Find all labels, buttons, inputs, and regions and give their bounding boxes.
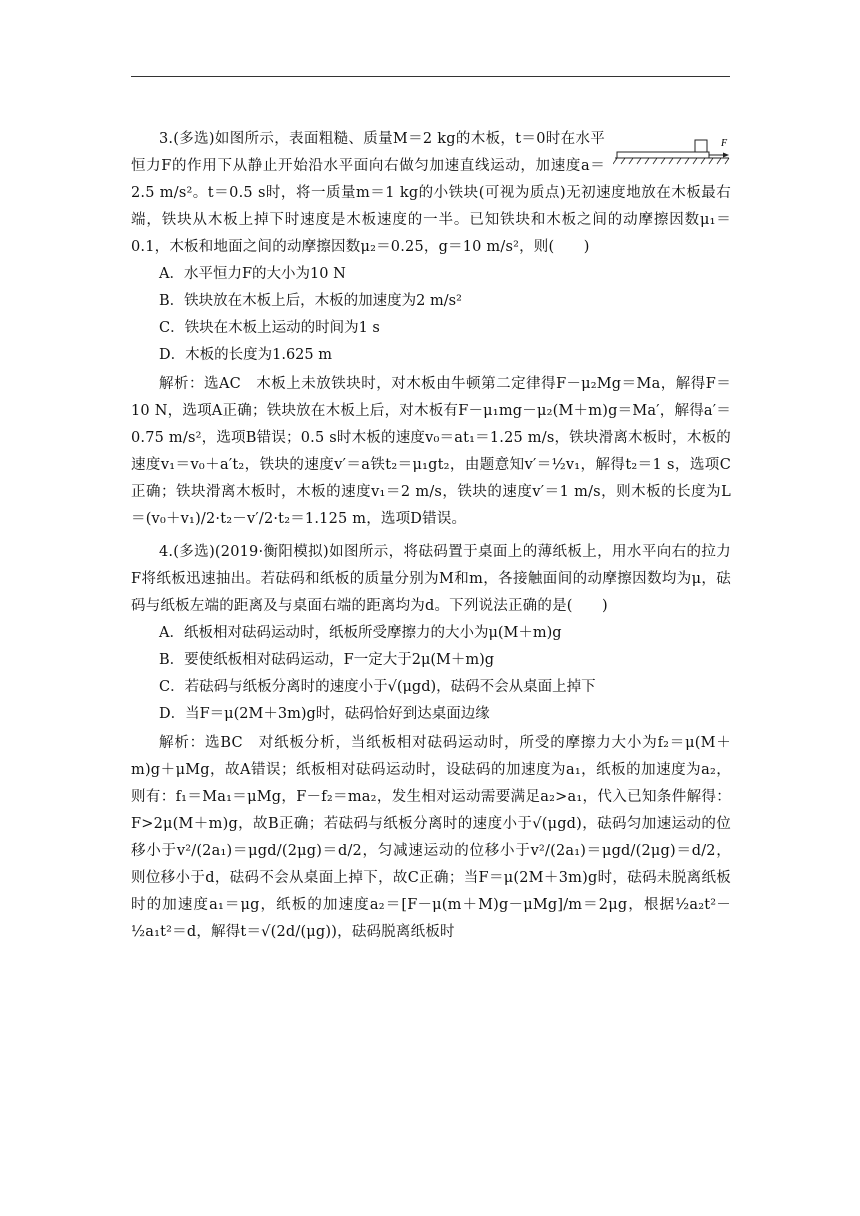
- question-4: [131, 539, 731, 946]
- force-label: F: [721, 138, 728, 149]
- q3-option-a: A．水平恒力F的大小为10 N: [159, 266, 346, 282]
- question-3: [131, 126, 731, 533]
- document-body: [131, 126, 731, 946]
- q3-option-b: B．铁块放在木板上后，木板的加速度为2 m/s²: [159, 293, 462, 309]
- q4-analysis: 解析：选BC 对纸板分析，当纸板相对砝码运动时，所受的摩擦力大小为f₂＝μ(M＋m)g＋μMg，故A错误；纸板相对砝码运动时，设砝码的加速度为a₁，纸板的加速度为a₂，则有：f₁＝Ma₁＝μMg，F－f₂＝ma₂，发生相对运动需要满足a₂>a₁，代入已知条件解得：F>2μ(M＋m)g，故B正确；若砝码与纸板分离时的速度小于√(μgd)，砝码匀加速运动的位移小于v²/(2a₁)＝μgd/(2μg)＝d/2，匀减速运动的位移小于v²/(2a₁)＝μgd/(2μg)＝d/2，则位移小于d，砝码不会从桌面上掉下，故C正确；当F＝μ(2M＋3m)g时，砝码未脱离纸板时的加速度a₁＝μg，纸板的加速度a₂＝[F－μ(m＋M)g－μMg]/m＝2μg，根据½a₂t²－½a₁t²＝d，解得t＝√(2d/(μg))，砝码脱离纸板时: [131, 735, 731, 940]
- header-rule: [131, 76, 730, 77]
- q3-analysis: 解析：选AC 木板上未放铁块时，对木板由牛顿第二定律得F－μ₂Mg＝Ma，解得F＝10 N，选项A正确；铁块放在木板上后，对木板有F－μ₁mg－μ₂(M＋m)g＝Ma′，解得a′＝0.75 m/s²，选项B错误；0.5 s时木板的速度v₀＝at₁＝1.25 m/s，铁块滑离木板时，木板的速度v₁＝v₀＋a′t₂，铁块的速度v′＝a铁t₂＝μ₁gt₂，由题意知v′＝½v₁，解得t₂＝1 s，选项C正确；铁块滑离木板时，木板的速度v₁＝2 m/s，铁块的速度v′＝1 m/s，则木板的长度为L＝(v₀＋v₁)/2·t₂－v′/2·t₂＝1.125 m，选项D错误。: [131, 376, 731, 527]
- q4-option-a: A．纸板相对砝码运动时，纸板所受摩擦力的大小为μ(M＋m)g: [159, 625, 562, 641]
- q3-stem: 3.(多选)如图所示，表面粗糙、质量M＝2 kg的木板，t＝0时在水平恒力F的作用下从静止开始沿水平面向右做匀加速直线运动，加速度a＝2.5 m/s²。t＝0.5 s时，将一质量m＝1 kg的小铁块(可视为质点)无初速度地放在木板最右端，铁块从木板上掉下时速度是木板速度的一半。已知铁块和木板之间的动摩擦因数μ₁＝0.1，木板和地面之间的动摩擦因数μ₂＝0.25，g＝10 m/s²，则( ): [131, 131, 731, 255]
- q4-option-b: B．要使纸板相对砝码运动，F一定大于2μ(M＋m)g: [159, 652, 495, 668]
- q3-option-c: C．铁块在木板上运动的时间为1 s: [159, 320, 380, 336]
- q4-option-c: C．若砝码与纸板分离时的速度小于√(μgd)，砝码不会从桌面上掉下: [159, 679, 596, 695]
- board-block-figure: [613, 128, 731, 166]
- q4-stem: 4.(多选)(2019·衡阳模拟)如图所示，将砝码置于桌面上的薄纸板上，用水平向右的拉力F将纸板迅速抽出。若砝码和纸板的质量分别为M和m，各接触面间的动摩擦因数均为μ，砝码与纸板左端的距离及与桌面右端的距离均为d。下列说法正确的是( ): [131, 544, 731, 614]
- q3-option-d: D．木板的长度为1.625 m: [159, 347, 332, 363]
- q4-option-d: D．当F＝μ(2M＋3m)g时，砝码恰好到达桌面边缘: [159, 706, 490, 722]
